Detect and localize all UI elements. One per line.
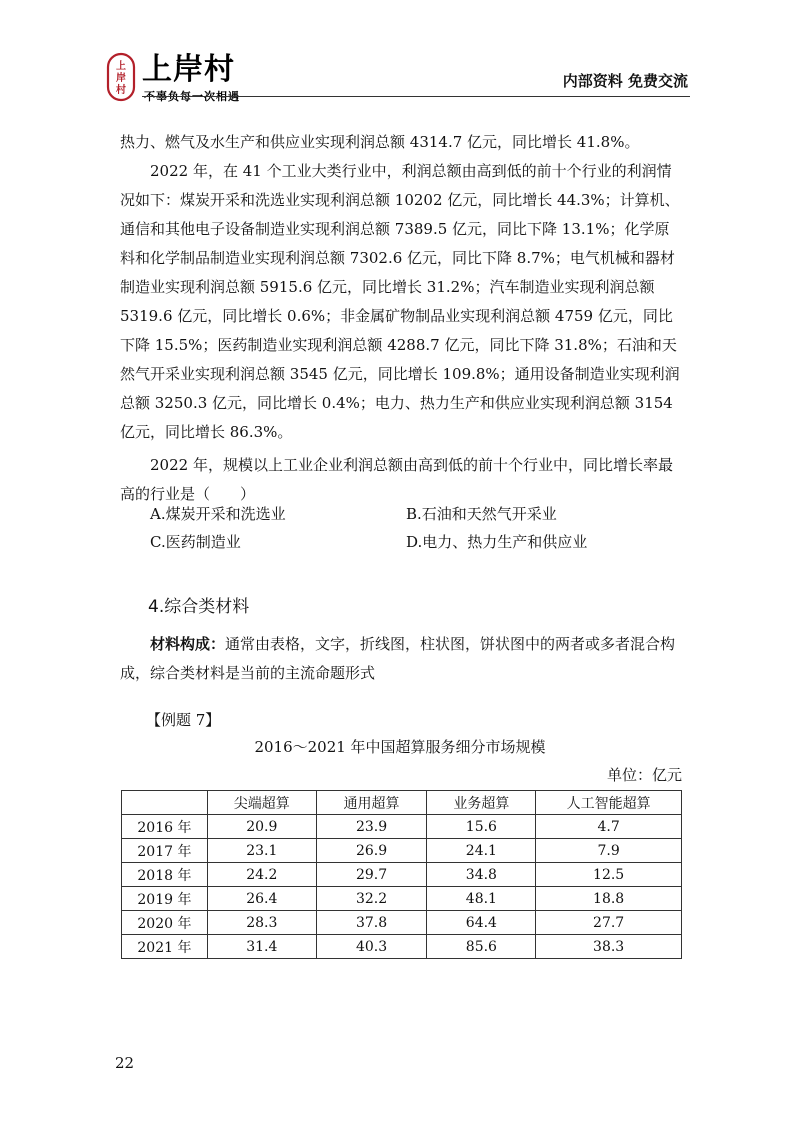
table-cell: 28.3	[207, 911, 316, 935]
table-cell: 2021 年	[122, 935, 208, 959]
table-cell: 31.4	[207, 935, 316, 959]
page-number: 22	[115, 1054, 135, 1072]
table-cell: 27.7	[536, 911, 682, 935]
table-header-cell: 通用超算	[316, 791, 427, 815]
material-label: 材料构成：	[150, 635, 226, 653]
table-cell: 2020 年	[122, 911, 208, 935]
table-cell: 48.1	[427, 887, 536, 911]
material-text: 通常由表格，文字，折线图，柱状图，饼状图中的两者或多者混合构成，综合类材料是当前的主流命题形式	[120, 635, 676, 682]
logo-title: 上岸村	[142, 52, 235, 87]
table-cell: 32.2	[316, 887, 427, 911]
question-text: 2022 年，规模以上工业企业利润总额由高到低的前十个行业中，同比增长率最高的行业是（ ）	[120, 456, 673, 503]
section-title: 4.综合类材料	[148, 597, 250, 617]
material-paragraph	[120, 630, 680, 688]
table-cell: 37.8	[316, 911, 427, 935]
table-cell: 26.4	[207, 887, 316, 911]
data-table	[121, 790, 682, 959]
table-row	[122, 911, 682, 935]
option-a[interactable]: A.煤炭开采和洗选业	[150, 505, 286, 523]
option-d[interactable]: D.电力、热力生产和供应业	[406, 533, 588, 551]
table-header-cell: 业务超算	[427, 791, 536, 815]
logo-slogan: 不辜负每一次相遇	[144, 90, 240, 103]
table-row	[122, 863, 682, 887]
example-label: 【例题 7】	[146, 711, 221, 729]
table-cell: 40.3	[316, 935, 427, 959]
table-row	[122, 815, 682, 839]
table-cell: 2017 年	[122, 839, 208, 863]
table-row	[122, 887, 682, 911]
svg-text:村: 村	[116, 85, 126, 96]
table-cell: 7.9	[536, 839, 682, 863]
paragraph-profit-ranking: 2022 年，在 41 个工业大类行业中，利润总额由高到低的前十个行业的利润情况如下：煤炭开采和洗选业实现利润总额 10202 亿元，同比增长 44.3%；计算机、通信和其他电子设备制造业实现利润总额 7389.5 亿元，同比下降 13.1%；化学原料和化学制品制造业实现利润总额 7302.6 亿元，同比下降 8.7%；电气机械和器材制造业实现利润总额 5915.6 亿元，同比增长 31.2%；汽车制造业实现利润总额 5319.6 亿元，同比增长 0.6%；非金属矿物制品业实现利润总额 4759 亿元，同比下降 15.5%；医药制造业实现利润总额 4288.7 亿元，同比下降 31.8%；石油和天然气开采业实现利润总额 3545 亿元，同比增长 109.8%；通用设备制造业实现利润总额 3250.3 亿元，同比增长 0.4%；电力、热力生产和供应业实现利润总额 3154 亿元，同比增长 86.3%。	[120, 162, 680, 441]
paragraph-continued: 热力、燃气及水生产和供应业实现利润总额 4314.7 亿元，同比增长 41.8%。	[120, 133, 640, 151]
table-cell: 29.7	[316, 863, 427, 887]
table-title: 2016～2021 年中国超算服务细分市场规模	[254, 738, 546, 756]
table-cell: 24.2	[207, 863, 316, 887]
table-header-cell	[122, 791, 208, 815]
table-cell: 64.4	[427, 911, 536, 935]
table-header-row	[122, 791, 682, 815]
table-cell: 2016 年	[122, 815, 208, 839]
table-cell: 38.3	[536, 935, 682, 959]
table-cell: 85.6	[427, 935, 536, 959]
table-header-cell: 尖端超算	[207, 791, 316, 815]
svg-text:岸: 岸	[116, 73, 126, 84]
table-row	[122, 935, 682, 959]
table-header-cell: 人工智能超算	[536, 791, 682, 815]
header-label: 内部资料 免费交流	[562, 72, 688, 90]
table-cell: 20.9	[207, 815, 316, 839]
table-cell: 23.9	[316, 815, 427, 839]
option-c[interactable]: C.医药制造业	[150, 533, 241, 551]
table-cell: 2018 年	[122, 863, 208, 887]
table-row	[122, 839, 682, 863]
table-cell: 2019 年	[122, 887, 208, 911]
table-cell: 12.5	[536, 863, 682, 887]
svg-text:上: 上	[116, 61, 126, 72]
table-cell: 23.1	[207, 839, 316, 863]
logo-seal-icon	[106, 52, 136, 102]
table-cell: 15.6	[427, 815, 536, 839]
table-cell: 4.7	[536, 815, 682, 839]
page-header	[106, 52, 690, 108]
table-cell: 24.1	[427, 839, 536, 863]
table-unit: 单位：亿元	[606, 766, 682, 784]
table-cell: 34.8	[427, 863, 536, 887]
table-cell: 26.9	[316, 839, 427, 863]
option-b[interactable]: B.石油和天然气开采业	[406, 505, 557, 523]
table-cell: 18.8	[536, 887, 682, 911]
header-divider	[142, 96, 690, 97]
